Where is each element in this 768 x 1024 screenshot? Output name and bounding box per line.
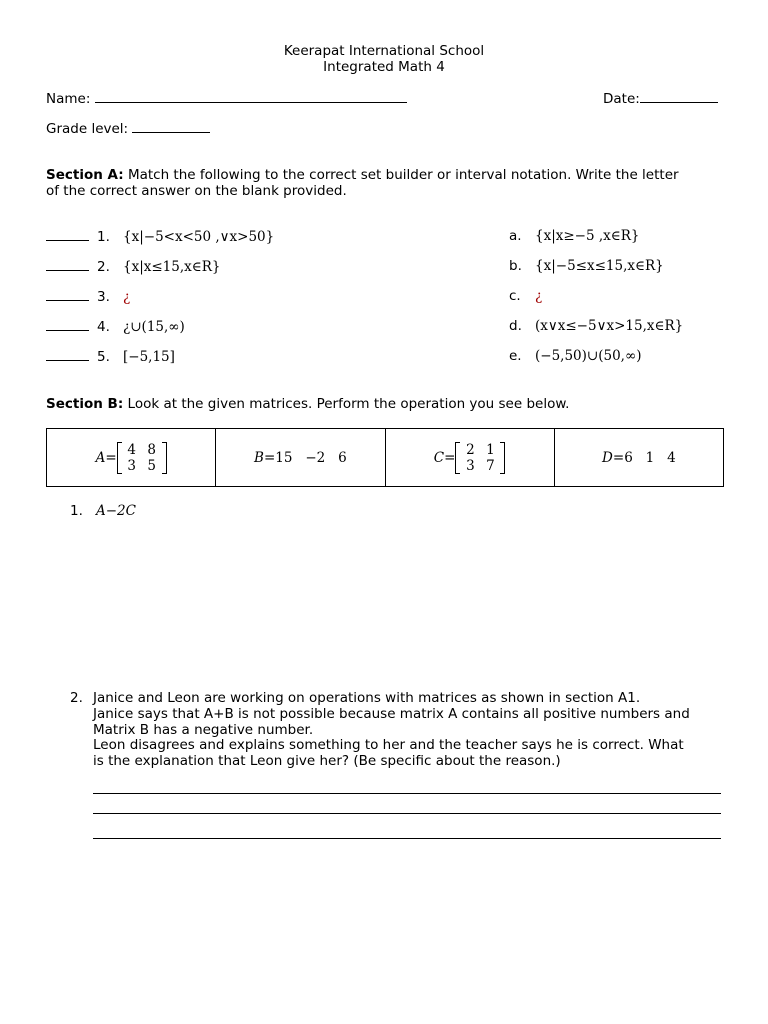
- matrix-a-entry: 8: [147, 441, 156, 458]
- grade-field: [46, 120, 210, 137]
- matrix-b-cell: [216, 429, 385, 487]
- item-expression: (x∨x≤−5∨x>15,x∈R}: [535, 318, 684, 334]
- matrix-a-entry: 5: [147, 457, 156, 474]
- matrix-c-entry: 3: [466, 457, 475, 474]
- item-expression: ¿∪(15,∞): [123, 319, 185, 335]
- school-name: Keerapat International School: [283, 43, 485, 59]
- answer-blank[interactable]: [46, 348, 89, 361]
- name-blank[interactable]: [95, 90, 407, 103]
- item-expression: [−5,15]: [123, 349, 175, 365]
- section-b-title: Section B:: [46, 396, 124, 412]
- answer-blank[interactable]: [46, 318, 89, 331]
- section-a-instructions: [46, 167, 679, 183]
- item-number: 3.: [97, 289, 110, 305]
- section-b-instructions: [46, 396, 569, 412]
- section-a-text-line2: of the correct answer on the blank provided.: [46, 183, 347, 199]
- item-number: 5.: [97, 349, 110, 365]
- answer-line[interactable]: [93, 813, 721, 814]
- question-1: [70, 503, 136, 519]
- matrix-c-entry: 7: [486, 457, 495, 474]
- item-letter: a.: [509, 228, 522, 244]
- item-letter: c.: [509, 288, 521, 304]
- question-2-line: Janice says that A+B is not possible because matrix A contains all positive numbers and: [93, 706, 690, 722]
- course-title: Integrated Math 4: [323, 59, 445, 75]
- item-expression: ¿: [123, 289, 131, 305]
- item-expression: {x|−5≤x≤15,x∈R}: [535, 258, 664, 274]
- answer-line[interactable]: [93, 793, 721, 794]
- matrix-b-values: 15 −2 6: [275, 449, 347, 466]
- item-expression: ¿: [535, 288, 543, 304]
- section-b-text: Look at the given matrices. Perform the operation you see below.: [127, 396, 570, 412]
- section-a-title: Section A:: [46, 167, 124, 183]
- matching-right-item: [509, 288, 542, 304]
- item-expression: {x|x≥−5 ,x∈R}: [535, 228, 640, 244]
- question-2-line: Leon disagrees and explains something to her and the teacher says he is correct. What: [93, 737, 684, 753]
- item-letter: b.: [509, 258, 522, 274]
- answer-line[interactable]: [93, 838, 721, 839]
- item-letter: e.: [509, 348, 522, 364]
- matrix-c-entry: 2: [466, 441, 475, 458]
- question-2-number: 2.: [70, 690, 83, 706]
- matching-right-item: [509, 228, 640, 244]
- matching-left-item: [46, 258, 221, 275]
- matrix-a: [117, 442, 167, 474]
- item-number: 2.: [97, 259, 110, 275]
- question-1-expr: A−2C: [96, 503, 136, 519]
- name-label: Name:: [46, 91, 91, 107]
- matrix-a-cell: [47, 429, 216, 487]
- section-a-text: Match the following to the correct set builder or interval notation. Write the letter: [127, 167, 679, 183]
- matrix-c-cell: [385, 429, 554, 487]
- item-expression: {x|−5<x<50 ,∨x>50}: [123, 229, 275, 245]
- date-blank[interactable]: [640, 90, 718, 103]
- item-number: 1.: [97, 229, 110, 245]
- matrix-c-label: C=: [433, 449, 456, 466]
- date-label: Date:: [603, 91, 640, 107]
- answer-blank[interactable]: [46, 258, 89, 271]
- item-expression: (−5,50)∪(50,∞): [535, 348, 642, 364]
- matching-left-item: [46, 228, 274, 245]
- question-2-line: Janice and Leon are working on operations with matrices as shown in section A1.: [93, 690, 641, 706]
- name-field: [46, 90, 407, 107]
- matrix-d-label: D=: [602, 449, 625, 466]
- matrices-table: [46, 428, 724, 487]
- matrix-c-entry: 1: [486, 441, 495, 458]
- matching-right-item: [509, 318, 683, 334]
- question-1-number: 1.: [70, 503, 83, 519]
- matching-left-item: [46, 318, 185, 335]
- answer-blank[interactable]: [46, 288, 89, 301]
- grade-label: Grade level:: [46, 121, 129, 137]
- matching-left-item: [46, 348, 175, 365]
- matrix-a-entry: 3: [127, 457, 136, 474]
- matrix-b-label: B=: [254, 449, 276, 466]
- matching-right-item: [509, 348, 641, 364]
- date-field: [603, 90, 718, 107]
- grade-blank[interactable]: [132, 120, 210, 133]
- matrix-c: [455, 442, 505, 474]
- item-number: 4.: [97, 319, 110, 335]
- item-expression: {x|x≤15,x∈R}: [123, 259, 221, 275]
- matching-right-item: [509, 258, 664, 274]
- question-2-line: is the explanation that Leon give her? (Be specific about the reason.): [93, 753, 561, 769]
- matrix-d-cell: [554, 429, 723, 487]
- answer-blank[interactable]: [46, 228, 89, 241]
- item-letter: d.: [509, 318, 522, 334]
- matching-left-item: [46, 288, 130, 305]
- matrix-d-values: 6 1 4: [624, 449, 676, 466]
- matrix-a-entry: 4: [127, 441, 136, 458]
- question-2-line: Matrix B has a negative number.: [93, 722, 314, 738]
- matrix-a-label: A=: [95, 449, 117, 466]
